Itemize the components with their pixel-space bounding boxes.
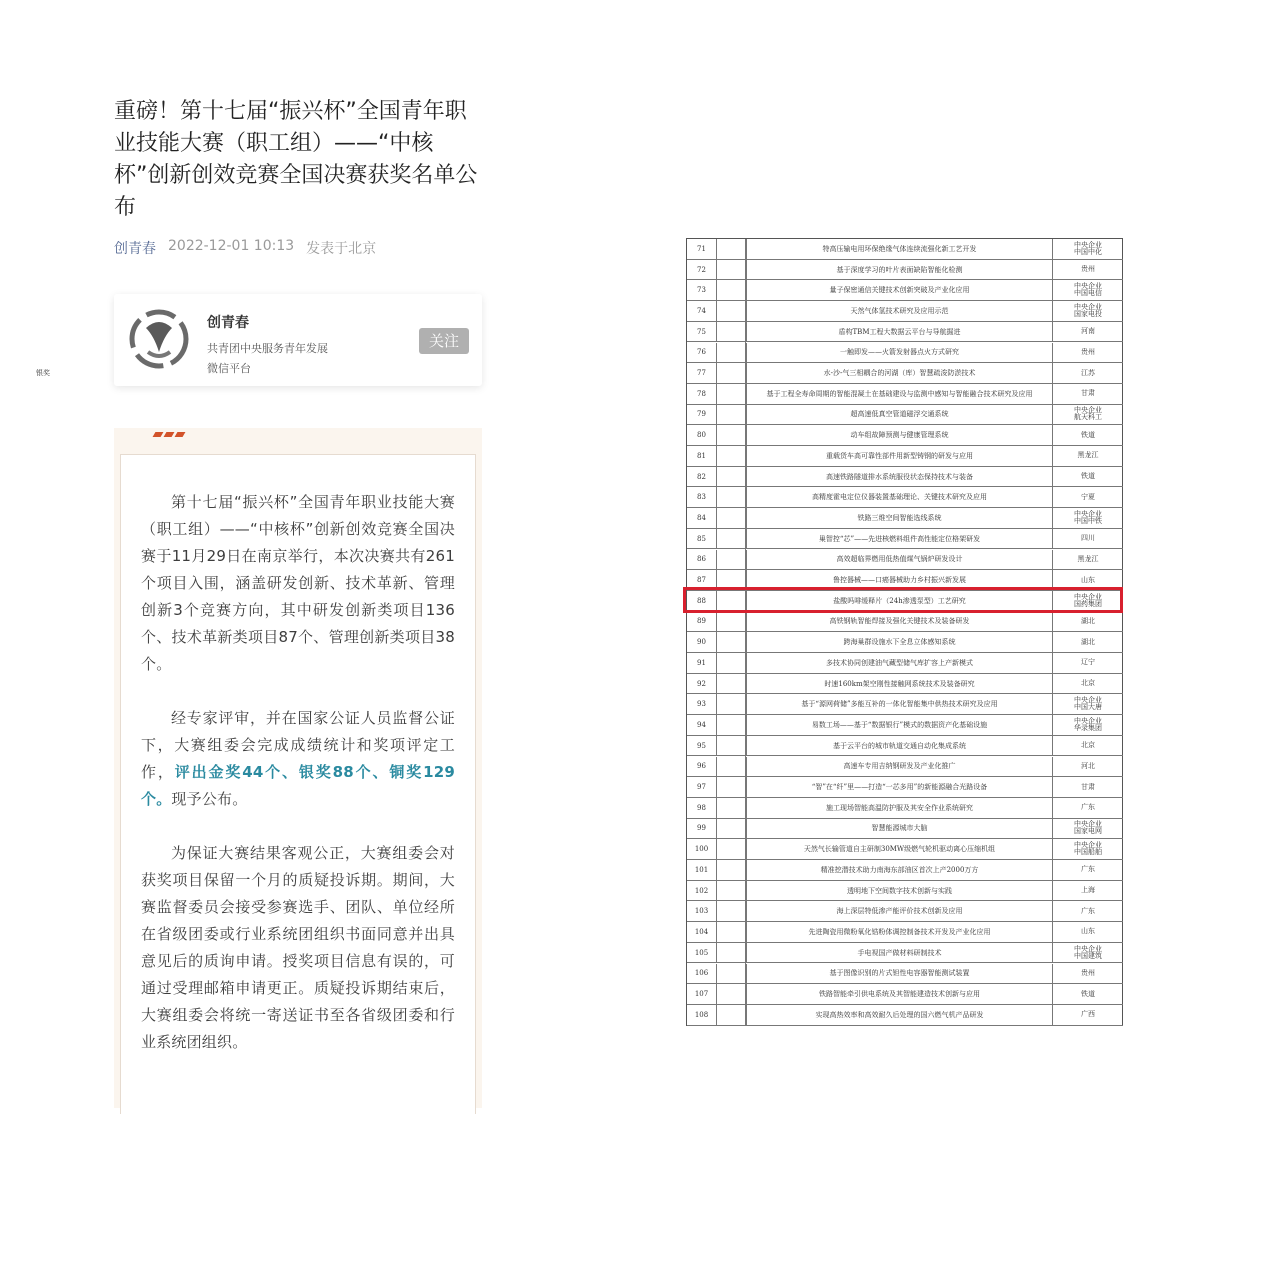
project-name: 实现高热效率和高效耐久后处理的国六燃气机产品研发 — [746, 1005, 1053, 1025]
row-number: 100 — [687, 839, 717, 859]
row-number: 93 — [687, 694, 717, 714]
row-number: 73 — [687, 280, 717, 300]
table-row — [687, 964, 1123, 985]
project-region: 四川 — [1081, 534, 1095, 543]
project-name: 鲁控器械——口癌器械助力乡村振兴新发展 — [746, 570, 1053, 590]
project-region: 北京 — [1081, 741, 1095, 750]
row-number: 77 — [687, 363, 717, 383]
project-name: 时速160km架空刚性接触网系统技术及装备研究 — [746, 674, 1053, 694]
table-row — [687, 612, 1123, 633]
project-name: 特高压输电用环保绝缘气体连续流强化新工艺开发 — [746, 239, 1053, 259]
table-row — [687, 550, 1123, 571]
publish-datetime: 2022-12-01 10:13 — [168, 238, 295, 254]
row-number: 87 — [687, 570, 717, 590]
project-region: 中央企业 国家电投 — [1074, 302, 1102, 318]
follow-button[interactable]: 关注 — [419, 328, 469, 354]
row-number: 74 — [687, 301, 717, 321]
row-number: 75 — [687, 322, 717, 342]
row-number: 104 — [687, 922, 717, 942]
project-region: 北京 — [1081, 679, 1095, 688]
table-row — [687, 674, 1123, 695]
table-row — [687, 405, 1123, 426]
project-name: 高速车专用吉纳钢研发及产业化推广 — [746, 757, 1053, 777]
row-number: 102 — [687, 881, 717, 901]
table-row — [687, 425, 1123, 446]
project-name: 基于深度学习的叶片表面缺陷智能化检测 — [746, 260, 1053, 280]
project-region: 甘肃 — [1081, 782, 1095, 791]
row-number: 86 — [687, 550, 717, 570]
table-row — [687, 922, 1123, 943]
project-region: 铁道 — [1081, 989, 1095, 998]
row-number: 85 — [687, 529, 717, 549]
table-row — [687, 529, 1123, 550]
row-number: 89 — [687, 612, 717, 632]
project-name: 高精度霍电定位仪器装置基础理论、关键技术研究及应用 — [746, 487, 1053, 507]
project-region: 广西 — [1081, 1010, 1095, 1019]
table-row — [687, 901, 1123, 922]
table-row — [687, 280, 1123, 301]
project-name: 跨海巢群设施水下全息立体感知系统 — [746, 632, 1053, 652]
article-meta — [114, 238, 482, 258]
row-number: 92 — [687, 674, 717, 694]
table-row — [687, 860, 1123, 881]
row-number: 107 — [687, 984, 717, 1004]
project-name: 基于工程全寿命周期的智能混凝土在基础建设与监测中感知与智能融合技术研究及应用 — [746, 384, 1053, 404]
project-name: 天然气长输管道自主研制30MW级燃气轮机驱动离心压缩机组 — [746, 839, 1053, 859]
paragraph-intro: 第十七届“振兴杯”全国青年职业技能大赛（职工组）——“中核杯”创新创效竞赛全国决赛于11月29日在南京举行，本次决赛共有261个项目入围，涵盖研发创新、技术革新、管理创新3个竞赛方向，其中研发创新类项目136个、技术革新类项目87个、管理创新类项目38个。 — [141, 493, 455, 673]
article — [114, 96, 482, 1051]
paragraph-results-tail: 现予公布。 — [171, 790, 248, 808]
table-row — [687, 694, 1123, 715]
account-name: 创青春 — [207, 315, 249, 331]
account-platform: 微信平台 — [207, 362, 251, 375]
project-name: 超高速低真空管道磁浮交通系统 — [746, 405, 1053, 425]
project-name: 施工现场智能高温防护服及其安全作业系统研究 — [746, 798, 1053, 818]
row-number: 106 — [687, 964, 717, 984]
row-number: 79 — [687, 405, 717, 425]
article-content-frame — [114, 428, 482, 1108]
table-row — [687, 881, 1123, 902]
paragraph-results — [121, 705, 475, 813]
table-row — [687, 384, 1123, 405]
project-region: 中央企业 中国大唐 — [1074, 696, 1102, 712]
project-region: 中央企业 华录集团 — [1074, 716, 1102, 732]
project-name: 海上深层特低渗产能评价技术创新及应用 — [746, 901, 1053, 921]
table-row — [687, 446, 1123, 467]
row-number: 81 — [687, 446, 717, 466]
project-region: 中央企业 国药集团 — [1074, 592, 1102, 608]
project-name: 动车组故障预测与健康管理系统 — [746, 425, 1053, 445]
project-name: 基于图像识别的片式钽性电容器智能测试装置 — [746, 964, 1053, 984]
row-number: 101 — [687, 860, 717, 880]
project-region: 山东 — [1081, 575, 1095, 584]
table-row — [687, 653, 1123, 674]
project-region: 中央企业 航天科工 — [1074, 406, 1102, 422]
table-row — [687, 343, 1123, 364]
table-row — [687, 301, 1123, 322]
account-card[interactable] — [114, 294, 482, 386]
project-name: 高速铁路隧道排水系统服役状态保持技术与装备 — [746, 467, 1053, 487]
project-name: 高效超临界燃用低热值煤气锅炉研发设计 — [746, 550, 1053, 570]
row-number: 76 — [687, 343, 717, 363]
article-title: 重磅！第十七届“振兴杯”全国青年职业技能大赛（职工组）——“中核杯”创新创效竞赛全国决赛获奖名单公布 — [114, 99, 478, 220]
project-name: 智慧能源城市大脑 — [746, 819, 1053, 839]
table-row — [687, 363, 1123, 384]
project-name: 天然气体氢技术研究及应用示范 — [746, 301, 1053, 321]
highlight-box — [683, 587, 1123, 613]
project-region: 黑龙江 — [1077, 554, 1099, 563]
table-row — [687, 487, 1123, 508]
table-row — [687, 757, 1123, 778]
project-region: 中央企业 国家电网 — [1074, 820, 1102, 836]
row-number: 94 — [687, 715, 717, 735]
project-name: 重载货车高可靠性部件用新型铸钢的研发与应用 — [746, 446, 1053, 466]
project-region: 广东 — [1081, 865, 1095, 874]
table-row — [687, 777, 1123, 798]
project-name: 巢智控“芯”——先进核燃料组件高性能定位格架研发 — [746, 529, 1053, 549]
project-name: 盐酸吗啡缓释片（24h渗透泵型）工艺研究 — [746, 591, 1053, 611]
row-number: 80 — [687, 425, 717, 445]
award-list-table — [686, 238, 1123, 1026]
project-name: 铁路智能牵引供电系统及其智能建造技术创新与应用 — [746, 984, 1053, 1004]
project-region: 中央企业 中国电信 — [1074, 282, 1102, 298]
project-region: 铁道 — [1081, 430, 1095, 439]
table-row — [687, 984, 1123, 1005]
project-region: 甘肃 — [1081, 389, 1095, 398]
row-number: 98 — [687, 798, 717, 818]
table-row — [687, 260, 1123, 281]
table-row — [687, 1005, 1123, 1026]
row-number: 78 — [687, 384, 717, 404]
table-row — [687, 632, 1123, 653]
row-number: 84 — [687, 508, 717, 528]
project-name: 先进陶瓷用微粉氧化锆粉体调控制备技术开发及产业化应用 — [746, 922, 1053, 942]
project-name: 基于云平台的城市轨道交通自动化集成系统 — [746, 736, 1053, 756]
project-name: 透明地下空间数字技术创新与实践 — [746, 881, 1053, 901]
row-number: 90 — [687, 632, 717, 652]
table-row — [687, 798, 1123, 819]
publish-location: 发表于北京 — [306, 241, 377, 257]
row-number: 96 — [687, 757, 717, 777]
project-region: 贵州 — [1081, 968, 1095, 977]
article-body — [120, 454, 476, 1114]
project-region: 铁道 — [1081, 472, 1095, 481]
project-region: 河南 — [1081, 327, 1095, 336]
project-region: 广东 — [1081, 906, 1095, 915]
paragraph-complaint: 为保证大赛结果客观公正，大赛组委会对获奖项目保留一个月的质疑投诉期。期间，大赛监督委员会接受参赛选手、团队、单位经所在省级团委或行业系统团组织书面同意并出具意见后的质询申请。授奖项目信息有误的，可通过受理邮箱申请更正。质疑投诉期结束后，大赛组委会将统一寄送证书至各省级团委和行业系统团组织。 — [141, 844, 455, 1051]
project-name: “智”在“纤”里——打造“一芯多用”的新能源融合光路设备 — [746, 777, 1053, 797]
table-row — [687, 736, 1123, 757]
project-region: 辽宁 — [1081, 658, 1095, 667]
account-description: 共青团中央服务青年发展 — [207, 342, 328, 355]
award-level-label: 银奖 — [36, 369, 50, 378]
paragraph-results-text: 经专家评审，并在国家公证人员监督公证下，大赛组委会完成成绩统计和奖项评定工作， — [141, 709, 455, 781]
project-region: 广东 — [1081, 803, 1095, 812]
row-number: 99 — [687, 819, 717, 839]
table-row — [687, 239, 1123, 260]
table-row — [687, 943, 1123, 964]
author-link[interactable]: 创青春 — [114, 241, 156, 257]
table-row — [687, 839, 1123, 860]
project-region: 中央企业 中国中化 — [1074, 240, 1102, 256]
project-name: 精准挖潜技术助力南海东部油区首次上产2000万方 — [746, 860, 1053, 880]
project-region: 山东 — [1081, 927, 1095, 936]
row-number: 105 — [687, 943, 717, 963]
project-name: 盾构TBM工程大数据云平台与导航掘进 — [746, 322, 1053, 342]
award-count-highlight: 评出金奖44个、银奖88个、铜奖129个。 — [141, 763, 455, 808]
row-number: 82 — [687, 467, 717, 487]
project-region: 中央企业 中国建筑 — [1074, 944, 1102, 960]
row-number: 88 — [687, 591, 717, 611]
project-name: 多技术协同创建油气藏型储气库扩容上产新模式 — [746, 653, 1053, 673]
row-number: 95 — [687, 736, 717, 756]
row-number: 72 — [687, 260, 717, 280]
project-region: 河北 — [1081, 761, 1095, 770]
project-region: 江苏 — [1081, 368, 1095, 377]
decoration-stripes — [154, 432, 184, 437]
project-name: 量子保密通信关键技术创新突破及产业化应用 — [746, 280, 1053, 300]
row-number: 97 — [687, 777, 717, 797]
project-region: 贵州 — [1081, 265, 1095, 274]
project-name: 基于“源网荷储”多能互补的一体化智能集中供热技术研究及应用 — [746, 694, 1053, 714]
project-region: 中央企业 中国中铁 — [1074, 509, 1102, 525]
row-number: 83 — [687, 487, 717, 507]
project-name: 易数工场——基于“数据银行”模式的数据资产化基础设施 — [746, 715, 1053, 735]
row-number: 103 — [687, 901, 717, 921]
table-row — [687, 819, 1123, 840]
project-name: 高铁钢轨智能焊接及强化关键技术及装备研发 — [746, 612, 1053, 632]
table-row — [687, 715, 1123, 736]
row-number: 108 — [687, 1005, 717, 1025]
project-region: 湖北 — [1081, 637, 1095, 646]
project-name: 水-沙-气三相耦合的河湖（库）智慧疏浚防淤技术 — [746, 363, 1053, 383]
project-region: 黑龙江 — [1077, 451, 1099, 460]
row-number: 91 — [687, 653, 717, 673]
project-region: 中央企业 中国船舶 — [1074, 841, 1102, 857]
project-region: 宁夏 — [1081, 492, 1095, 501]
table-row — [687, 467, 1123, 488]
project-name: 铁路三维空间智能选线系统 — [746, 508, 1053, 528]
project-name: 一触即发——火箭发射器点火方式研究 — [746, 343, 1053, 363]
project-region: 上海 — [1081, 886, 1095, 895]
project-name: 手电视国产做材料研制技术 — [746, 943, 1053, 963]
table-row — [687, 322, 1123, 343]
table-row — [687, 508, 1123, 529]
project-region: 湖北 — [1081, 616, 1095, 625]
project-region: 贵州 — [1081, 347, 1095, 356]
row-number: 71 — [687, 239, 717, 259]
account-logo-icon — [128, 308, 190, 370]
